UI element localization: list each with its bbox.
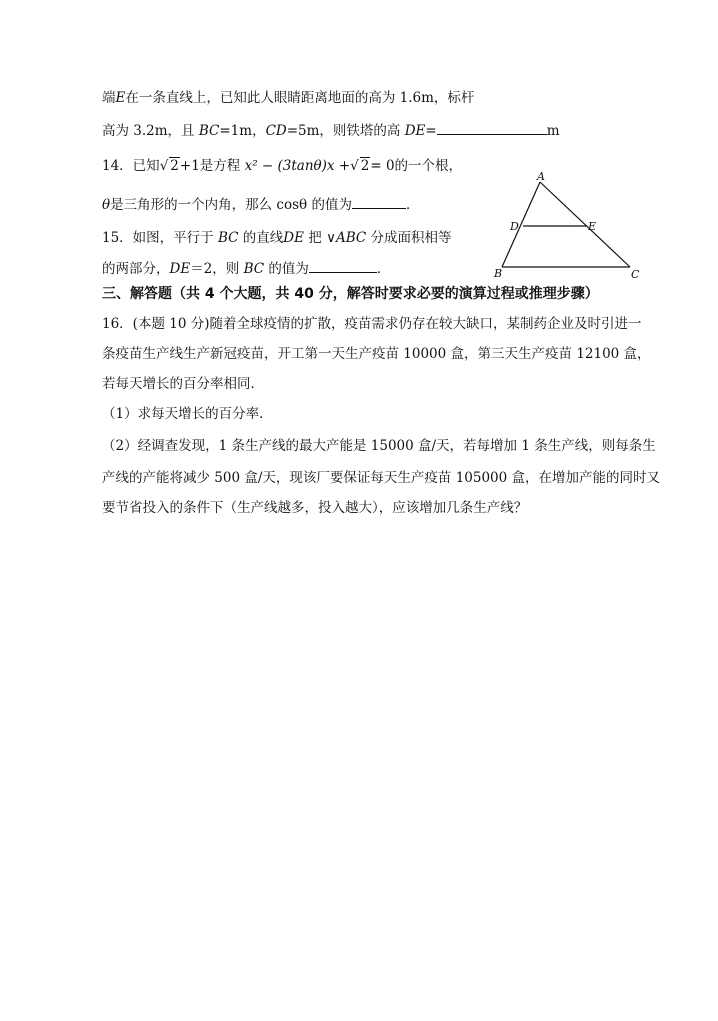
q13-line2 [102,120,560,141]
equation: x² − (3tanθ)x + [244,158,351,174]
q16-line3: 若每天增长的百分率相同． [102,376,264,392]
q16-part1: （1）求每天增长的百分率． [102,406,273,422]
text: 把 ∨ [308,230,336,246]
answer-blank-q13[interactable] [437,120,547,135]
q15-line2 [102,258,390,279]
radicand: 2 [170,158,179,174]
triangle-diagram [488,170,648,285]
var-bc: BC [198,123,220,139]
label-a: A [537,170,545,183]
var-e: E [115,90,126,106]
q15-line1 [102,228,452,248]
text: 高为 3.2m，且 [102,123,195,139]
text: ． [405,197,420,213]
q14-line2 [102,194,419,215]
var-bc: BC [243,261,265,277]
text: 的值为 [268,261,309,277]
text: = [425,123,437,139]
answer-blank-q15[interactable] [309,258,377,273]
text: =1m， [219,123,266,139]
q16-part2-line2: 产线的产能将减少 500 盒/天，现该厂要保证每天生产疫苗 105000 盒，在增加产能的同时又 [102,470,661,486]
var-bc: BC [217,230,239,246]
q16-part2-line3: 要节省投入的条件下（生产线越多，投入越大），应该增加几条生产线？ [102,500,528,516]
sqrt-symbol: √ [159,158,169,174]
var-theta: θ [102,197,111,213]
text: ＝2，则 [190,261,240,277]
sqrt-symbol: √ [350,158,359,174]
var-de: DE [169,261,191,277]
unit: m [546,123,560,139]
var-abc: ABC [335,230,367,246]
side-ac [540,182,630,267]
answer-blank-q14[interactable] [352,194,406,209]
text: =5m，则铁塔的高 [286,123,401,139]
text: +1是方程 [179,158,241,174]
text: 端 [102,90,116,106]
label-e: E [588,220,597,233]
var-de: DE [283,230,304,246]
text: 分成面积相等 [370,230,452,246]
text: 在一条直线上，已知此人眼睛距离地面的高为 1.6m，标杆 [125,90,475,106]
label-d: D [510,220,519,233]
section-heading: 三、解答题（共 4 个大题，共 40 分，解答时要求必要的演算过程或推理步骤） [102,286,599,302]
q16-part2-line1: （2）经调查发现，1 条生产线的最大产能是 15000 盒/天，若每增加 1 条生产线，则每条生 [102,438,656,454]
radicand: 2 [360,158,370,174]
q16-line1: 16．(本题 10 分)随着全球疫情的扩散，疫苗需求仍存在较大缺口，某制药企业及时引进一 [102,316,642,332]
q16-line2: 条疫苗生产线生产新冠疫苗，开工第一天生产疫苗 10000 盒，第三天生产疫苗 12100 盒， [102,346,651,362]
q14-line1 [102,156,462,176]
label-c: C [631,268,640,281]
label-b: B [494,267,503,280]
side-ab [502,182,540,267]
q13-line1 [102,88,474,108]
text: = 0的一个根， [370,158,463,174]
text: 的直线 [242,230,284,246]
question-number: 14．已知 [102,158,160,174]
text: 是三角形的一个内角，那么 cosθ 的值为 [110,197,352,213]
text: ． [376,261,391,277]
text: 15．如图，平行于 [102,230,214,246]
text: 的两部分， [102,261,170,277]
var-cd: CD [265,123,287,139]
var-de: DE [404,123,426,139]
